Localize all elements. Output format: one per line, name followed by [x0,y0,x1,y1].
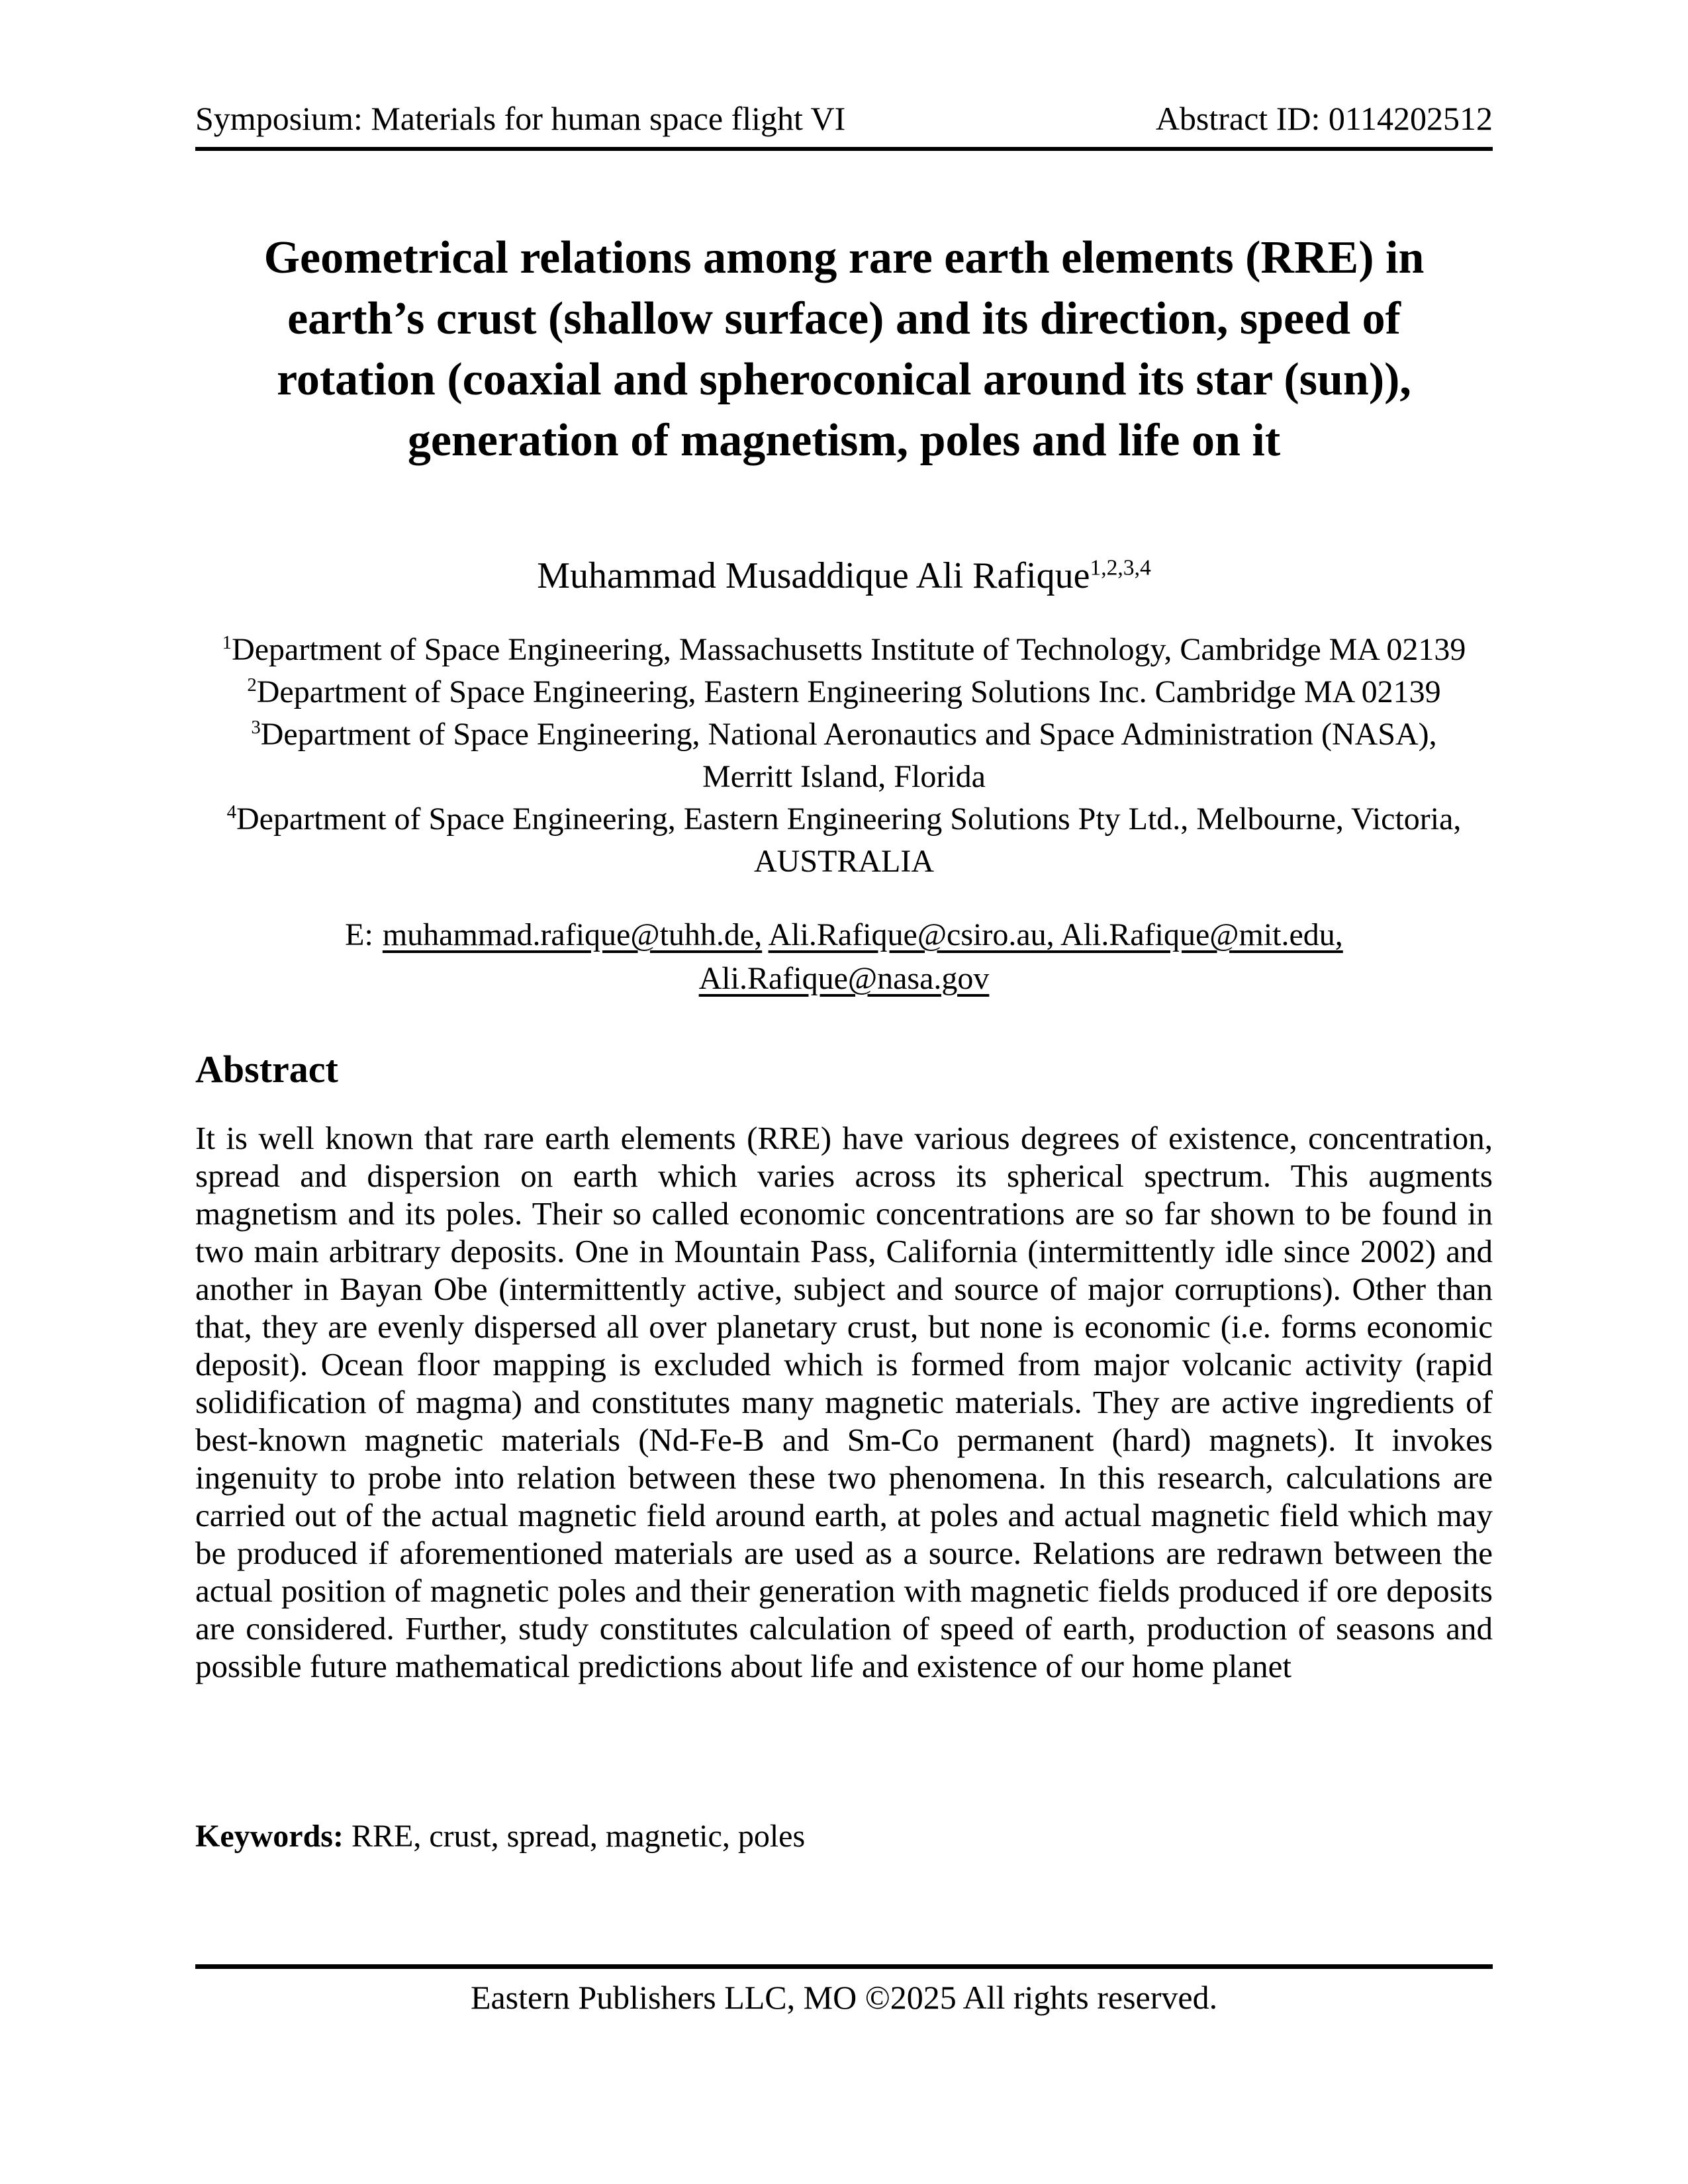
affiliation-3-text: Department of Space Engineering, National Aeronautics and Space Administration (NASA), [260,717,1437,752]
email-link-csiro-mit[interactable]: Ali.Rafique@csiro.au, Ali.Rafique@mit.edu, [768,917,1343,952]
affiliation-4-text-line2: AUSTRALIA [754,844,934,879]
keywords-text: RRE, crust, spread, magnetic, poles [351,1819,806,1854]
author-name: Muhammad Musaddique Ali Rafique [537,555,1090,596]
affiliation-4-text: Department of Space Engineering, Eastern Engineering Solutions Pty Ltd., Melbourne, Victoria, [236,801,1462,837]
header-abstract-id: Abstract ID: 0114202512 [1155,100,1493,137]
affiliation-3 [195,713,1493,798]
email-link-tuhh[interactable]: muhammad.rafique@tuhh.de, [382,917,763,952]
affiliation-3-superscript: 3 [251,717,261,738]
author-affiliation-superscript: 1,2,3,4 [1090,555,1151,580]
email-prefix-label: E: [345,917,373,952]
paper-title [195,228,1493,471]
footer-copyright-text: Eastern Publishers LLC, MO ©2025 All rights reserved. [470,1979,1218,2016]
affiliation-2-text: Department of Space Engineering, Eastern Engineering Solutions Inc. Cambridge MA 02139 [256,674,1441,709]
affiliations-block [195,629,1493,883]
keywords-line [195,1817,1493,1856]
affiliation-2-superscript: 2 [247,674,257,696]
affiliation-1 [195,629,1493,671]
email-link-nasa[interactable]: Ali.Rafique@nasa.gov [698,961,990,996]
affiliation-2 [195,671,1493,713]
paper-title-line: rotation (coaxial and spheroconical around its star (sun)), [277,354,1411,405]
paper-title-line: earth’s crust (shallow surface) and its direction, speed of [287,293,1401,344]
affiliation-1-superscript: 1 [222,632,232,653]
affiliation-1-text: Department of Space Engineering, Massachusetts Institute of Technology, Cambridge MA 02139 [232,632,1466,667]
abstract-body-text: It is well known that rare earth elements (RRE) have various degrees of existence, concentration, spread and dispersion on earth which varies across its spherical spectrum. This augments magnetism and its poles. Their so called economic concentrations are so far shown to be found in two main arbitrary deposits. One in Mountain Pass, California (intermittently idle since 2002) and another in Bayan Obe (intermittently active, subject and source of major corruptions). Other than that, they are evenly dispersed all over planetary crust, but none is economic (i.e. forms economic deposit). Ocean floor mapping is excluded which is formed from major volcanic activity (rapid solidification of magma) and constitutes many magnetic materials. They are active ingredients of best-known magnetic materials (Nd-Fe-B and Sm-Co permanent (hard) magnets). It invokes ingenuity to probe into relation between these two phenomena. In this research, calculations are carried out of the actual magnetic field around earth, at poles and actual magnetic field which may be produced if aforementioned materials are used as a source. Relations are redrawn between the actual position of magnetic poles and their generation with magnetic fields produced if ore deposits are considered. Further, study constitutes calculation of speed of earth, production of seasons and possible future mathematical predictions about life and existence of our home planet [195,1120,1493,1684]
header-symposium-title: Symposium: Materials for human space flight VI [195,100,846,137]
contact-emails-block [195,913,1493,1001]
page-footer [195,1964,1493,2017]
author-line [195,555,1493,597]
affiliation-4-superscript: 4 [226,801,236,823]
affiliation-4 [195,798,1493,883]
abstract-heading: Abstract [195,1048,338,1091]
keywords-label: Keywords: [195,1819,344,1854]
affiliation-3-text-line2: Merritt Island, Florida [702,759,986,794]
paper-title-line: Geometrical relations among rare earth elements (RRE) in [263,232,1425,283]
page-header [195,99,1493,151]
paper-title-line: generation of magnetism, poles and life on it [407,415,1281,466]
